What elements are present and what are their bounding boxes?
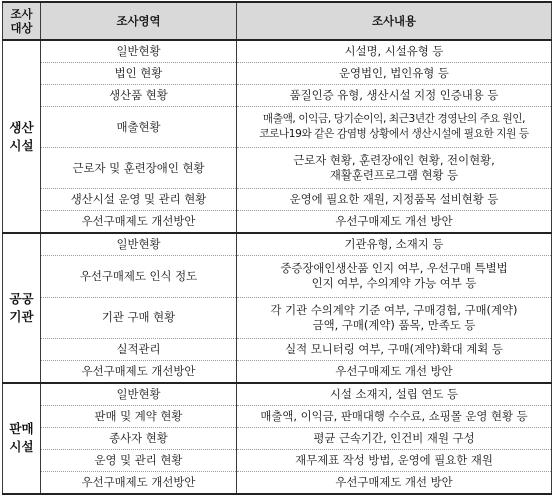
area-cell: 운영 및 관리 현황 [41,449,237,471]
group-label [3,40,41,233]
header-target-line-2: 대상 [10,21,33,35]
content-line: 금액, 구매(계약) 품목, 만족도 등 [312,317,476,332]
area-cell: 일반현황 [41,233,237,256]
table-row [3,189,552,211]
header-target-line-1: 조사 [10,7,33,21]
content-line: 인지 여부, 수의계약 가능 여부 등 [311,276,477,291]
table-row [3,85,552,107]
table-row [3,297,552,338]
content-line: 시설명, 시설유형 등 [344,44,444,59]
content-line: 시설 소재지, 설립 연도 등 [329,386,459,401]
group-label-line: 시설 [9,137,34,153]
content-line: 품질인증 유형, 생산시설 지정 인증내용 등 [289,88,499,103]
group-label-line: 생산 [9,119,34,135]
content-line: 코로나19와 같은 감염병 상황에서 생산시설에 필요한 지원 등 [259,128,529,141]
area-cell: 우선구매제도 개선방안 [41,471,237,494]
content-line: 평균 근속기간, 인건비 재원 구성 [313,430,475,445]
content-line: 우선구매제도 개선 방안 [335,363,453,378]
content-cell [237,297,552,338]
content-line: 기관유형, 소재지 등 [344,237,444,252]
area-cell: 판매 및 계약 현황 [41,405,237,427]
table-row [3,148,552,189]
area-cell: 매출현황 [41,107,237,148]
content-line: 재활훈련프로그램 현황 등 [329,168,459,183]
area-cell: 실적관리 [41,338,237,360]
table-row [3,471,552,494]
content-cell [237,360,552,383]
group-label [3,383,41,494]
content-cell [237,85,552,107]
table-row [3,427,552,449]
content-cell [237,63,552,85]
table-row [3,211,552,234]
group-label [3,233,41,382]
content-line: 재무제표 작성 방법, 운영에 필요한 재원 [295,452,493,467]
header-content: 조사내용 [237,2,552,40]
content-cell [237,471,552,494]
table-row [3,405,552,427]
content-cell [237,189,552,211]
table-row [3,256,552,297]
header-target [3,2,41,40]
content-line: 실적 모니터링 여부, 구매(계약)확대 계획 등 [285,341,503,356]
group-label-line: 공공 [9,291,34,307]
table-row [3,40,552,63]
content-cell [237,233,552,256]
content-line: 매출액, 이익금, 판매대행 수수료, 쇼핑몰 운영 현황 등 [260,408,528,423]
group-label-line: 기관 [9,309,34,325]
header-row [3,2,552,40]
content-cell [237,427,552,449]
table-row [3,63,552,85]
group-label-line: 판매 [9,421,34,437]
table-row [3,383,552,406]
content-cell [237,211,552,234]
header-area: 조사영역 [41,2,237,40]
area-cell: 생산시설 운영 및 관리 현황 [41,189,237,211]
content-cell [237,40,552,63]
content-cell [237,338,552,360]
area-cell: 기관 구매 현황 [41,297,237,338]
area-cell: 생산품 현황 [41,85,237,107]
content-line: 중증장애인생산품 인지 여부, 우선구매 특별법 [280,261,508,276]
area-cell: 우선구매제도 개선방안 [41,360,237,383]
content-line: 우선구매제도 개선 방안 [335,214,453,229]
area-cell: 우선구매제도 인식 정도 [41,256,237,297]
content-cell [237,107,552,148]
table-row [3,107,552,148]
content-cell [237,148,552,189]
content-line: 우선구매제도 개선 방안 [335,474,453,489]
content-cell [237,405,552,427]
content-cell [237,256,552,297]
area-cell: 일반현황 [41,383,237,406]
area-cell: 일반현황 [41,40,237,63]
table-row [3,360,552,383]
content-line: 운영법인, 법인유형 등 [339,66,449,81]
content-line: 각 기관 수의계약 기준 여부, 구매경험, 구매(계약) [270,302,518,317]
content-line: 운영에 필요한 재원, 지정품목 설비현황 등 [289,192,499,207]
group-label-line: 시설 [9,439,34,455]
area-cell: 우선구매제도 개선방안 [41,211,237,234]
table-row [3,233,552,256]
survey-table [2,1,552,495]
table-row [3,449,552,471]
content-line: 매출액, 이익금, 당기순이익, 최근3년간 경영난의 주요 원인, [262,113,526,126]
area-cell: 법인 현황 [41,63,237,85]
area-cell: 종사자 현황 [41,427,237,449]
content-cell [237,383,552,406]
content-line: 근로자 현황, 훈련장애인 현황, 전이현황, [293,153,495,168]
area-cell: 근로자 및 훈련장애인 현황 [41,148,237,189]
content-cell [237,449,552,471]
table-row [3,338,552,360]
